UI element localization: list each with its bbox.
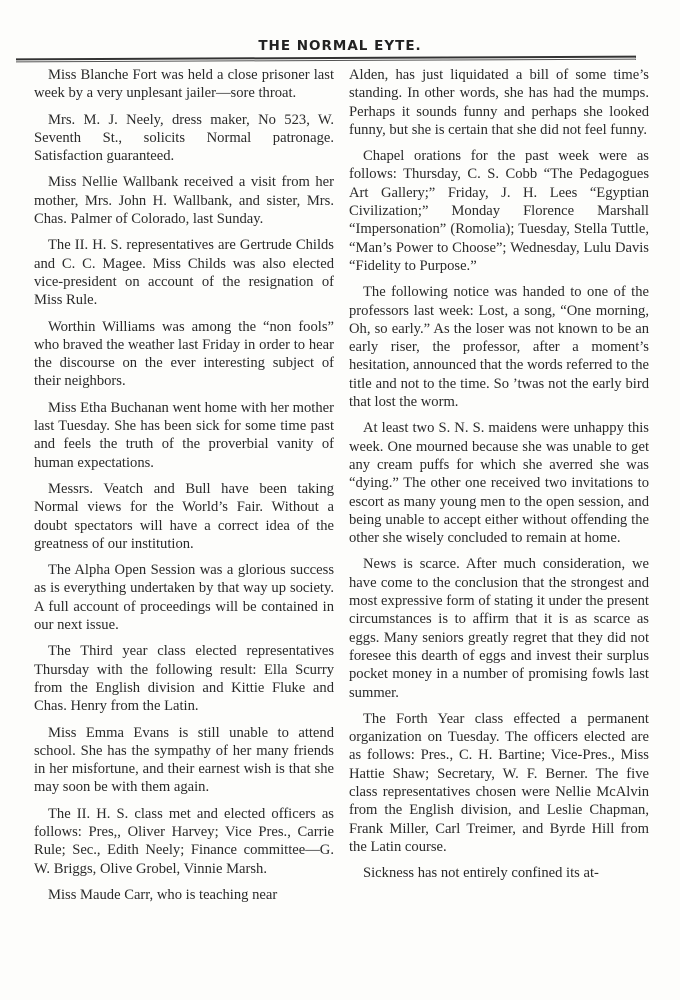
page-title: THE NORMAL EYTE. — [258, 38, 422, 54]
news-item: Miss Maude Carr, who is teaching near — [48, 886, 278, 903]
news-item: At least two S. N. S. maidens were unhappy this week. One mourned because she was unable to get any cream puffs for which she averred she was “dying.” The other one received two invitations to escort as many young men to the open session, and being unable to accept either without offending the other she wisely concluded to remain at home. — [349, 420, 649, 547]
news-item: The II. H. S. class met and elected officers as follows: Pres,, Oliver Harvey; Vice Pres., Carrie Rule; Sec., Edith Neely; Finance committee—G. W. Briggs, Olive Grobel, Vinnie Marsh. — [34, 805, 334, 877]
news-item: The Forth Year class effected a permanent organization on Tuesday. The officers elected are as follows: Pres., C. H. Bartine; Vice-Pres., Miss Hattie Shaw; Secretary, W. F. Berner. The five class representatives chosen were Nellie McAlvin from the English division, and Leslie Chapman, Frank Miller, Carl Treimer, and Byrde Hill from the Latin course. — [349, 710, 649, 855]
news-item: Worthin Williams was among the “non fools” who braved the weather last Friday in order to hear the discourse on the ever interesting subject of their neighbors. — [34, 318, 334, 390]
news-item: Chapel orations for the past week were as follows: Thursday, C. S. Cobb “The Pedagogues Art Gallery;” Friday, J. H. Lees “Egyptian Civilization;” Monday Florence Marshall “Impersonation” (Romolia); Tuesday, Stella Tuttle, “Man’s Power to Choose”; Wednesday, Lulu Davis “Fidelity to Purpose.” — [349, 148, 649, 274]
news-item: Sickness has not entirely confined its at- — [363, 865, 599, 882]
news-item: Miss Nellie Wallbank received a visit from her mother, Mrs. John H. Wallbank, and sister, Mrs. Chas. Palmer of Colorado, last Sunday. — [34, 174, 334, 228]
news-item-continuation: Alden, has just liquidated a bill of some time’s standing. In other words, she has had the mumps. Perhaps it sounds funny and perhaps she looked funny, but she is certain that she did not feel funny. — [349, 67, 649, 138]
news-item: The Alpha Open Session was a glorious success as is everything undertaken by that way up society. A full account of proceedings will be contained in our next issue. — [34, 562, 334, 634]
news-item: The Third year class elected representatives Thursday with the following result: Ella Scurry from the English division and Kittie Fluke and Chas. Henry from the Latin. — [34, 643, 334, 715]
news-item: Miss Emma Evans is still unable to attend school. She has the sympathy of her many friends in her misfortune, and their earnest wish is that she may soon be with them again. — [34, 724, 334, 796]
right-column — [349, 66, 649, 890]
news-item: Mrs. M. J. Neely, dress maker, No 523, W. Seventh St., solicits Normal patronage. Satisfaction guaranteed. — [34, 111, 334, 165]
news-item: News is scarce. After much consideration, we have come to the conclusion that the strongest and most expressive form of stating it under the present circumstances is to affirm that it is as scarce as eggs. Many seniors greatly regret that they did not foresee this dearth of eggs and invest their surplus pocket money in a number of promising fowls last summer. — [349, 556, 649, 701]
news-item: The II. H. S. representatives are Gertrude Childs and C. C. Magee. Miss Childs was also elected vice-president on account of the resignation of Miss Rule. — [34, 237, 334, 309]
news-item: Messrs. Veatch and Bull have been taking Normal views for the World’s Fair. Without a doubt spectators will have a correct idea of the greatness of our institution. — [34, 480, 334, 552]
news-item: The following notice was handed to one of the professors last week: Lost, a song, “One morning, Oh, so early.” As the loser was not known to be an early riser, the professor, after a moment’s hesitation, announced that the words referred to the title and not to the time. So ’twas not the early bird that lost the worm. — [349, 284, 649, 411]
news-item: Miss Blanche Fort was held a close prisoner last week by a very unplesant jailer—sore throat. — [34, 67, 334, 102]
left-column — [34, 66, 334, 912]
header-rule — [16, 56, 636, 63]
news-item: Miss Etha Buchanan went home with her mother last Tuesday. She has been sick for some time past and feels the truth of the proverbial vanity of human expectations. — [34, 399, 334, 471]
